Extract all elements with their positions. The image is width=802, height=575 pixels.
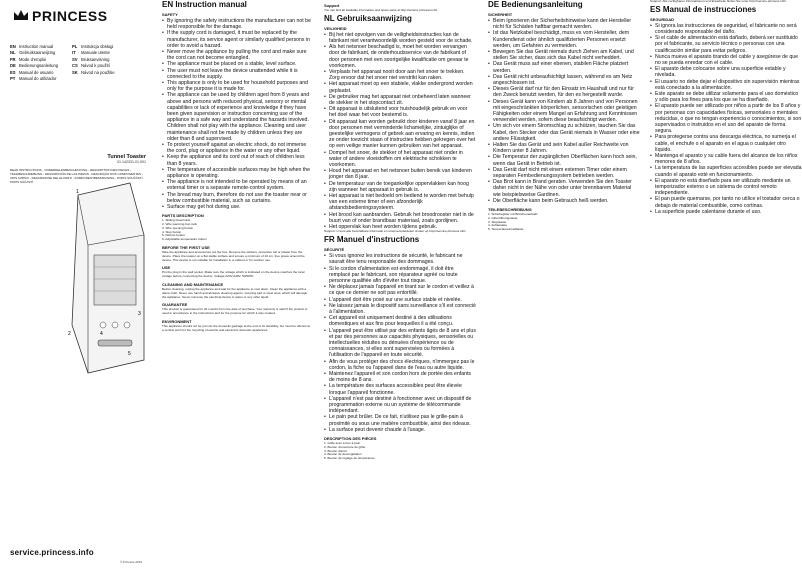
list-item: • Das Brot kann in Brand geraten. Verwenden Sie den Toaster daher nicht in der Nähe von oder unter brennbarem Material wie beispielsweise Gardinen. bbox=[488, 179, 640, 198]
fr-safety-title: SÉCURITÉ bbox=[324, 247, 345, 253]
list-item: 1. Schiebegitter mit Brötchenaufsatz bbox=[488, 212, 538, 217]
nl-title: NL Gebruiksaanwijzing bbox=[324, 13, 412, 23]
lang-item: IT Manuale utente bbox=[72, 50, 110, 56]
list-item: • El aparato no está diseñado para ser utilizado mediante un temporizador externo o un sistema de control remoto independiente. bbox=[650, 178, 802, 197]
list-item: 3. Stopptaste bbox=[488, 219, 507, 224]
list-item: • Este aparato se debe utilizar solamente para el uso doméstico y sólo para los fines para los que se ha diseñado. bbox=[650, 91, 802, 103]
en-before-title: BEFORE THE FIRST USE bbox=[162, 245, 210, 251]
de-parts-title: TEILEBESCHREIBUNG bbox=[488, 207, 532, 213]
svg-text:4: 4 bbox=[100, 331, 103, 337]
parts-header-multilingual: READ INSTRUCTIONS - ONDERDELENBESCHRIJVING - DESCRIPTION DES PIECES - TEILEBESCHREIBUNG - DESCRIPCIÓN DE LAS PIEZAS - DESCRIÇÃO DOS COMPONENTES - OPIS CZĘŚCI - DESCRIZIONE DELLE PARTI - KOMPONENTBESKRIVNING - POPIS SOUČÁSTÍ - POPIS SÚČASTÍ bbox=[10, 168, 145, 184]
product-code: 01.142331.01.001 bbox=[117, 160, 146, 164]
fr-parts-list bbox=[324, 442, 476, 461]
cover-column bbox=[0, 0, 150, 575]
nl-safety-list bbox=[324, 32, 476, 231]
list-item: • Het oppervlak kan heet worden tijdens gebruik. bbox=[324, 224, 476, 230]
svg-text:3: 3 bbox=[138, 311, 141, 317]
list-item: • Dit apparaat is uitsluitend voor huishoudelijk gebruik en voor het doel waar het voor bestemd is. bbox=[324, 106, 476, 118]
list-item: • The appliance can be used by children aged from 8 years and above and persons with reduced physical, sensory or mental capabilities or lack of experience and knowledge if they have been given supervision or instruction concerning use of the appliance in a safe way and understand the hazards involved. Children shall not play with the appliance. Cleaning and user maintenance shall not be made by children unless they are older than 8 and supervised. bbox=[162, 92, 312, 142]
de-title: DE Bedienungsanleitung bbox=[488, 0, 583, 9]
service-url[interactable]: service.princess.info bbox=[10, 548, 94, 557]
list-item: • By ignoring the safety instructions the manufacturer can not be held responsible for the damage. bbox=[162, 18, 312, 30]
de-column bbox=[488, 0, 640, 575]
nl-column bbox=[324, 0, 476, 575]
list-item: • Afin de vous protéger des chocs électriques, n'immergez pas le cordon, la fiche ou l'appareil dans de l'eau ou autre liquide. bbox=[324, 359, 476, 371]
list-item: • Ist das Netzkabel beschädigt, muss es vom Hersteller, dem Kundendienst oder ähnlich qualifizierten Personen ersetzt werden, um Gefahren zu vermeiden. bbox=[488, 30, 640, 49]
list-item: • Beim Ignorieren der Sicherheitshinweise kann der Hersteller nicht für Schäden haftbar gemacht werden. bbox=[488, 18, 640, 30]
list-item: • De temperatuur van de toegankelijke oppervlakken kan hoog zijn wanneer het apparaat in gebruik is. bbox=[324, 181, 476, 193]
en-use-title: USE bbox=[162, 265, 171, 271]
lang-item: SV Bruksanvisning bbox=[72, 56, 110, 62]
list-item: • Um sich vor einem Stromschlag zu schützen, tauchen Sie das Kabel, den Stecker oder das Gerät niemals in Wasser oder eine andere Flüssigkeit. bbox=[488, 123, 640, 142]
princess-logo bbox=[10, 6, 130, 26]
copyright: © Princess 2015 bbox=[119, 560, 142, 564]
list-item: • Die Oberfläche kann beim Gebrauch heiß werden. bbox=[488, 198, 640, 204]
svg-text:2: 2 bbox=[68, 331, 71, 337]
list-item: 5. Bouton de réglage de température bbox=[324, 456, 375, 461]
list-item: • Bij het niet opvolgen van de veiligheidsinstructies kan de fabrikant niet verantwoordelijk worden gesteld voor de schade. bbox=[324, 32, 476, 44]
list-item: • Houd het apparaat en het netsnoer buiten bereik van kinderen jonger dan 8 jaar. bbox=[324, 168, 476, 180]
en-use-text: Put the plug in the wall socket. Make sure the voltage which is indicated on the device matches the local voltage before connecting the device. Voltage 220V-240V, 50/60Hz. bbox=[162, 270, 305, 279]
list-item: • La temperatura de las superficies accesibles puede ser elevada cuando el aparato esté en funcionamiento. bbox=[650, 165, 802, 177]
list-item: • Dit apparaat kan worden gebruikt door kinderen vanaf 8 jaar en door personen met verminderde lichamelijke, zintuiglijke of geestelijke vermogens of gebrek aan ervaring en kennis, indien ze onder toezicht staan of instructies hebben gekregen over het op een veilige manier kunnen gebruiken van het apparaat. bbox=[324, 119, 476, 150]
toaster-illustration bbox=[58, 175, 150, 375]
list-item: • La température des surfaces accessibles peut être élevée lorsque l'appareil fonctionne. bbox=[324, 383, 476, 395]
list-item: • Dieses Gerät darf nur für den Einsatz im Haushalt und nur für den Zweck benutzt werden, für den es hergestellt wurde. bbox=[488, 86, 640, 98]
list-item: 2. Wire warming bun rack bbox=[162, 222, 198, 227]
en-column bbox=[162, 0, 312, 575]
lang-item: PL Instrukcja obsługi bbox=[72, 44, 114, 49]
list-item: • Para protegerse contra una descarga eléctrica, no sumerja el cable, el enchufe o el aparato en el agua o cualquier otro líquido. bbox=[650, 134, 802, 153]
list-item: • Ne déplacez jamais l'appareil en tirant sur le cordon et veillez à ce que ce dernier ne soit pas entortillé. bbox=[324, 284, 476, 296]
lang-item: ES Manual de usuario bbox=[10, 69, 54, 75]
list-item: • Si el cable de alimentación está dañado, deberá ser sustituido por el fabricante, su servicio técnico o personas con una cualificación similar para evitar peligros. bbox=[650, 35, 802, 54]
list-item: • The bread may burn, therefore do not use the toaster near or below combustible material, such as curtains. bbox=[162, 192, 312, 204]
fr-title: FR Manuel d'instructions bbox=[324, 235, 420, 245]
nl-support-text: Support: U kunt alle beschikbare informatie en reserveonderdelen vinden op http://service.princess.info! bbox=[324, 229, 466, 234]
list-item: • Never move the appliance by pulling the cord and make sure the cord can not become entangled. bbox=[162, 49, 312, 61]
list-item: • Bewegen Sie das Gerät niemals durch Ziehen am Kabel, und stellen Sie sicher, dass sich das Kabel nicht verheddert. bbox=[488, 49, 640, 61]
list-item: 4. Bouton de décongélation bbox=[324, 452, 362, 457]
list-item: 5. Defrost button bbox=[162, 233, 185, 238]
list-item: • Het apparaat is niet bedoeld om bediend te worden met behulp van een externe timer of een afzonderlijk afstandsbedieningssysteem. bbox=[324, 193, 476, 212]
en-guarantee-text: This product is guaranteed for 24 months from the date of purchase. Your warranty is valid if the product is used in accordance to the instructions and for the purpose for which it was created. bbox=[162, 307, 308, 316]
list-item: • If the supply cord is damaged, it must be replaced by the manufacturer, its service agent or similarly qualified persons in order to avoid a hazard. bbox=[162, 30, 312, 49]
list-item: • Das Gerät nicht unbeaufsichtigt lassen, während es am Netz angeschlossen ist. bbox=[488, 74, 640, 86]
crown-logo-icon bbox=[10, 6, 130, 26]
lang-item: SK Návod na použitie bbox=[72, 69, 115, 75]
list-item: • Die Temperatur der zugänglichen Oberflächen kann hoch sein, wenn das Gerät in Betrieb ist. bbox=[488, 154, 640, 166]
en-parts-title: PARTS DESCRIPTION bbox=[162, 213, 204, 219]
lang-item: NL Gebruiksaanwijzing bbox=[10, 50, 56, 56]
en-support-title: Support bbox=[324, 3, 340, 8]
list-item: • Si vous ignorez les instructions de sécurité, le fabricant ne saurait être tenu responsable des dommages. bbox=[324, 253, 476, 265]
de-parts-list bbox=[488, 213, 640, 232]
list-item: • This appliance is only to be used for household purposes and only for the purpose it is made for. bbox=[162, 80, 312, 92]
en-guarantee-title: GUARANTEE bbox=[162, 302, 188, 308]
lang-item: EN Instruction manual bbox=[10, 44, 54, 49]
list-item: • Nunca mueva el aparato tirando del cable y asegúrese de que no se pueda enredar con el cable. bbox=[650, 54, 802, 66]
en-environment-text: This appliance should not be put into the domestic garbage at the end of its durability, but must be offered at a central point for the recycling of electric and electronic domestic appliances. bbox=[162, 324, 310, 332]
de-safety-list bbox=[488, 18, 640, 204]
list-item: 3. Wire opening button bbox=[162, 225, 194, 230]
list-item: • Verplaats het apparaat nooit door aan het snoer te trekken. Zorg ervoor dat het snoer niet verstrikt kan raken. bbox=[324, 69, 476, 81]
list-item: • El aparato debe colocarse sobre una superficie estable y nivelada. bbox=[650, 66, 802, 78]
nl-safety-title: VEILIGHEID bbox=[324, 25, 347, 31]
en-cleaning-text: Before cleaning, unplug the appliance and wait for the appliance to cool down. Clean the appliance with a damp cloth. Never use harsh and abrasive cleaning agents, scouring pad or steel wool, which will damage the appliance. Never immerse the electrical device in water or any other liquid. bbox=[162, 287, 308, 299]
en-parts-list bbox=[162, 219, 312, 242]
list-item: • La surface peut devenir chaude à l'usage. bbox=[324, 427, 476, 433]
list-item: • La superficie puede calentarse durante el uso. bbox=[650, 209, 802, 215]
list-item: 2. Gitteröffnungstaste bbox=[488, 215, 518, 220]
list-item: • The temperature of accessible surfaces may be high when the appliance is operating. bbox=[162, 167, 312, 179]
svg-text:1: 1 bbox=[76, 189, 79, 195]
es-title: ES Manual de instrucciones bbox=[650, 4, 757, 14]
list-item: • To protect yourself against an electric shock, do not immerse the cord, plug or appliance in the water or any other liquid. bbox=[162, 142, 312, 154]
list-item: • Si le cordon d'alimentation est endommagé, il doit être remplacé par le fabricant, son réparateur agréé ou toute personne qualifiée afin d'éviter tout risque. bbox=[324, 266, 476, 285]
list-item: • The appliance must be placed on a stable, level surface. bbox=[162, 61, 312, 67]
es-safety-list bbox=[650, 23, 802, 215]
list-item: • Als het netsnoer beschadigd is, moet het worden vervangen door de fabrikant, de onderhoudsservice van de fabrikant of door personen met een soortgelijke kwalificatie om gevaar te voorkomen. bbox=[324, 44, 476, 69]
list-item: • Si ignora las instrucciones de seguridad, el fabricante no será considerado responsable del daño. bbox=[650, 23, 802, 35]
list-item: • Mantenga el aparato y su cable fuera del alcance de los niños menores de 8 años. bbox=[650, 153, 802, 165]
list-item: • L'appareil peut être utilisé par des enfants âgés de 8 ans et plus et par des personnes aux capacités physiques, sensorielles ou intellectuelles réduites ou dénuées d'expérience ou de connaissances, si elles sont supervisées ou formées à l'utilisation de l'appareil en toute sécurité. bbox=[324, 328, 476, 359]
lang-item: FR Mode d'emploi bbox=[10, 56, 47, 62]
list-item: • Surface may get hot during use. bbox=[162, 204, 312, 210]
list-item: • Het brood kan aanbranden. Gebruik het broodrooster niet in de buurt van of onder brandbaar materiaal, zoals gordijnen. bbox=[324, 212, 476, 224]
list-item: • L'appareil doit être posé sur une surface stable et nivelée. bbox=[324, 297, 476, 303]
en-support-text: You can find all available information and spare parts at http://service.princess.info! bbox=[324, 8, 438, 12]
list-item: • Cet appareil est uniquement destiné à des utilisations domestiques et aux fins pour lesquelles il a été conçu. bbox=[324, 315, 476, 327]
list-item: • De gebruiker mag het apparaat niet onbeheerd laten wanneer de stekker in het stopcontact zit. bbox=[324, 94, 476, 106]
list-item: 1. Grille avec à tirer à pain bbox=[324, 440, 361, 445]
list-item: 3. Bouton d'arrêt bbox=[324, 448, 347, 453]
list-item: • Ne laissez jamais le dispositif sans surveillance s'il est connecté à l'alimentation. bbox=[324, 303, 476, 315]
list-item: • Dompel het snoer, de stekker of het apparaat niet onder in water of andere vloeistoffen om elektrische schokken te voorkomen. bbox=[324, 150, 476, 169]
list-item: • L'appareil n'est pas destiné à fonctionner avec un dispositif de programmation externe ou un système de télécommande indépendant. bbox=[324, 396, 476, 415]
list-item: • El pan puede quemarse, por tanto no utilice el tostador cerca o debajo de material combustible, como cortinas. bbox=[650, 196, 802, 208]
list-item: • El aparato puede ser utilizado por niños a partir de los 8 años y por personas con capacidades físicas, sensoriales o mentales reducidas, o que no tengan experiencia o conocimientos, si son supervisados o instruidos en el uso del aparato de forma segura. bbox=[650, 103, 802, 134]
en-safety-title: SAFETY bbox=[162, 12, 178, 17]
list-item: 4. Stop button bbox=[162, 229, 182, 234]
list-item: • The user must not leave the device unattended while it is connected to the supply. bbox=[162, 68, 312, 80]
toaster-drawing-icon bbox=[58, 175, 150, 375]
en-before-text: Take the appliance and accessories out the box. Remove the stickers, protective foil or plastic from the device. Place the toaster on a flat stable surface and ensure a minimum of 10 cm. free space around the device. This device is not suitable for installation in a cabinet or for outdoor use. bbox=[162, 250, 305, 262]
list-item: 4. Auftautaste bbox=[488, 223, 507, 228]
list-item: 1. Sliding bread rack bbox=[162, 218, 191, 223]
list-item: • Le pain peut brûler. De ce fait, n'utilisez pas le grille-pain à proximité ou sous une matière combustible, ainsi des rideaux. bbox=[324, 414, 476, 426]
de-safety-title: SICHERHEIT bbox=[488, 12, 513, 17]
list-item: 5. Temperatureinstelltaste bbox=[488, 227, 524, 232]
list-item: 2. Bouton d'ouverture de grille bbox=[324, 444, 366, 449]
list-item: • Das Gerät darf nicht mit einem externen Timer oder einem separaten Fernbedienungssystem betrieben werden. bbox=[488, 167, 640, 179]
en-title: EN Instruction manual bbox=[162, 0, 247, 9]
product-model bbox=[107, 154, 146, 164]
fr-safety-list bbox=[324, 253, 476, 433]
list-item: • Het apparaat moet op een stabiele, vlakke ondergrond worden geplaatst. bbox=[324, 81, 476, 93]
brand-wordmark: PRINCESS bbox=[32, 8, 108, 24]
list-item: • Halten Sie das Gerät und sein Kabel außer Reichweite von Kindern unter 8 Jahren. bbox=[488, 142, 640, 154]
product-name: Tunnel Toaster bbox=[107, 154, 146, 160]
en-environment-title: ENVIRONMENT bbox=[162, 319, 192, 325]
fr-parts-title: DESCRIPTION DES PIÈCES bbox=[324, 435, 377, 441]
lang-item: DE Bedienungsanleitung bbox=[10, 63, 59, 69]
svg-text:5: 5 bbox=[128, 351, 131, 357]
es-safety-title: SEGURIDAD bbox=[650, 16, 675, 22]
list-item: • Maintenez l'appareil et son cordon hors de portée des enfants de moins de 8 ans. bbox=[324, 371, 476, 383]
list-item: • Keep the appliance and its cord out of reach of children less than 8 years. bbox=[162, 154, 312, 166]
en-safety-list bbox=[162, 18, 312, 210]
list-item: 6. Adjustable temperature button bbox=[162, 237, 207, 242]
de-support-text: Support: Alle verfügbaren Informationen und Ersatzteile finden Sie unter http://service.princess.info! bbox=[650, 0, 787, 3]
list-item: • Das Gerät muss auf einer ebenen, stabilen Fläche platziert werden. bbox=[488, 61, 640, 73]
language-list bbox=[10, 44, 150, 82]
list-item: • The appliance is not intended to be operated by means of an external timer or a separate remote-control system. bbox=[162, 179, 312, 191]
list-item: • Dieses Gerät kann von Kindern ab 8 Jahren und von Personen mit eingeschränkten körperlichen, sensorischen oder geistigen Fähigkeiten oder einem Mangel an Erfahrung und Kenntnissen verwendet werden, sofern diese beaufsichtigt werden. bbox=[488, 99, 640, 124]
en-cleaning-title: CLEANING AND MAINTENANCE bbox=[162, 282, 224, 288]
es-column bbox=[650, 0, 802, 575]
list-item: • El usuario no debe dejar el dispositivo sin supervisión mientras está conectado a la alimentación. bbox=[650, 79, 802, 91]
lang-item: PT Manual do utilizador bbox=[10, 76, 57, 82]
lang-item: CS Návod k použití bbox=[72, 63, 110, 69]
